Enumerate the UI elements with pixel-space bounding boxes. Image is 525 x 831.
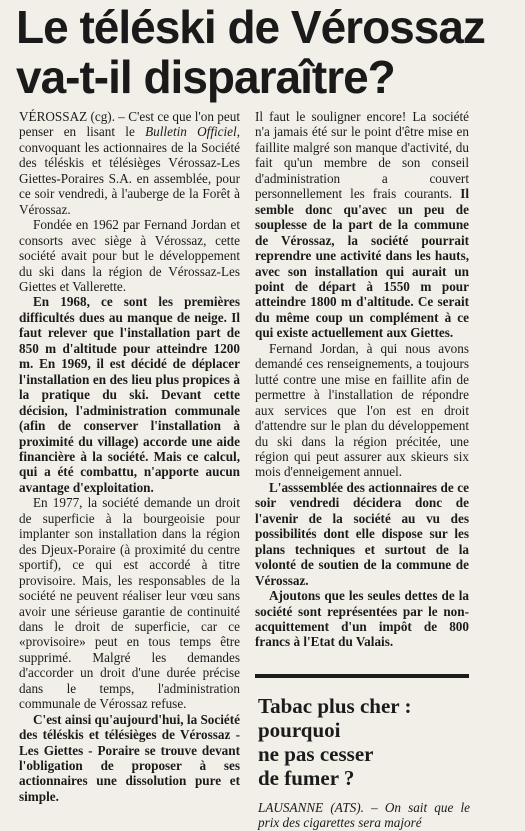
bulletin-officiel-ref: Bulletin Officiel: [145, 124, 237, 140]
paragraph-dettes: Ajoutons que les seules dettes de la société sont représentées par le non-acquittement d'un impôt de 800 francs à l'Etat du Valais.: [255, 588, 469, 650]
paragraph-jordan: Fernand Jordan, à qui nous avons demandé ces renseignements, a toujours lutté contre une mise en faillite afin de permettre à l'installation de répondre aux services que l'on est en droit d'attendre sur le plan du développement du ski dans la région précitée, une région qui peut assurer aux skieurs six mois d'enneigement annuel.: [255, 340, 469, 480]
headline-line-2: va-t-il disparaître?: [16, 51, 395, 103]
sidebar-headline-line-2: pourquoi: [258, 718, 341, 742]
paragraph-1977: En 1977, la société demande un droit de superficie à la bourgeoisie pour implanter son installation dans la région des Djeux-Poraire (à proximité du centre sportif), ce qui est accordé à titre provisoire. Mais, les responsables de la société ne peuvent réaliser leur vœu sans avoir une sérieuse garantie de continuité dans le droit de superficie, car ce «provisoire» peut en tous temps être supprimé. Malgré les demandes d'accorder un droit d'une durée précise dans le temps, l'administration communale de Vérossaz refuse.: [19, 495, 240, 712]
paragraph-dissolution: C'est ainsi qu'aujourd'hui, la Société des téléskis et télésièges de Vérossaz - Les Giettes - Poraire se trouve devant l'obligation de proposer à ses actionnaires une dissolution pure et simple.: [19, 711, 241, 804]
paragraph-1968: En 1968, ce sont les premières difficultés dues au manque de neige. Il faut relever que l'installation part de 850 m d'altitude pour atteindre 1200 m. En 1969, il est décidé de déplacer l'installation en des lieu plus propices à la pratique du ski. Devant cette décision, l'administration communale (afin de conserver l'installation à proximité du village) accorde une aide financière à la société. Mais ce calcul, qui a été combattu, n'apporte aucun avantage d'exploitation.: [19, 294, 240, 495]
paragraph-intro: VÉROSSAZ (cg). – C'est ce que l'on peut penser en lisant le Bulletin Officiel, convoquant les actionnaires de la Société des téléskis et télésièges Vérossaz-Les Giettes-Poraires S.A. en assemblée, pour ce soir vendredi, à l'auberge de la Forêt à Vérossaz.: [19, 109, 240, 217]
article-column-1: [19, 109, 240, 804]
section-divider: [255, 674, 469, 678]
dateline: VÉROSSAZ (cg). –: [19, 109, 125, 124]
article-column-2: [255, 109, 469, 650]
paragraph-foundation: Fondée en 1962 par Fernand Jordan et consorts avec siège à Vérossaz, cette société avait pour but le développement du ski dans la région de Vérossaz-Les Giettes et Vallerette.: [19, 217, 240, 294]
paragraph-souligner: Il faut le souligner encore! La société n'a jamais été sur le point d'être mise en faillite malgré son manque d'activité, du fait qu'un membre de son conseil d'administration a couvert personnellement les frais courants. Il semble donc qu'avec un peu de souplesse de la part de la commune de Vérossaz, la société pourrait reprendre une activité dans les hauts, avec son installation qui aurait un point de départ à 1550 m pour atteindre 1800 m d'altitude. Ce serait du même coup un complément à ce qui existe actuellement aux Giettes.: [255, 109, 469, 341]
article-headline: [16, 2, 516, 102]
sidebar-headline: [258, 694, 468, 790]
sidebar-body: LAUSANNE (ATS). – On sait que le prix des cigarettes sera majoré: [258, 800, 470, 831]
sidebar-headline-line-1: Tabac plus cher :: [258, 694, 412, 718]
sidebar-headline-line-3: ne pas cesser: [258, 742, 374, 766]
sidebar-headline-line-4: de fumer ?: [258, 766, 355, 790]
sidebar-dateline: LAUSANNE (ATS). –: [258, 800, 378, 815]
headline-line-1: Le téléski de Vérossaz: [16, 1, 485, 53]
paragraph-assemblee: L'asssemblée des actionnaires de ce soir vendredi décidera donc de l'avenir de la société au vu des possibilités dont elle dispose sur les plans techniques et surtout de la volonté de soutien de la commune de Vérossaz.: [255, 479, 469, 588]
